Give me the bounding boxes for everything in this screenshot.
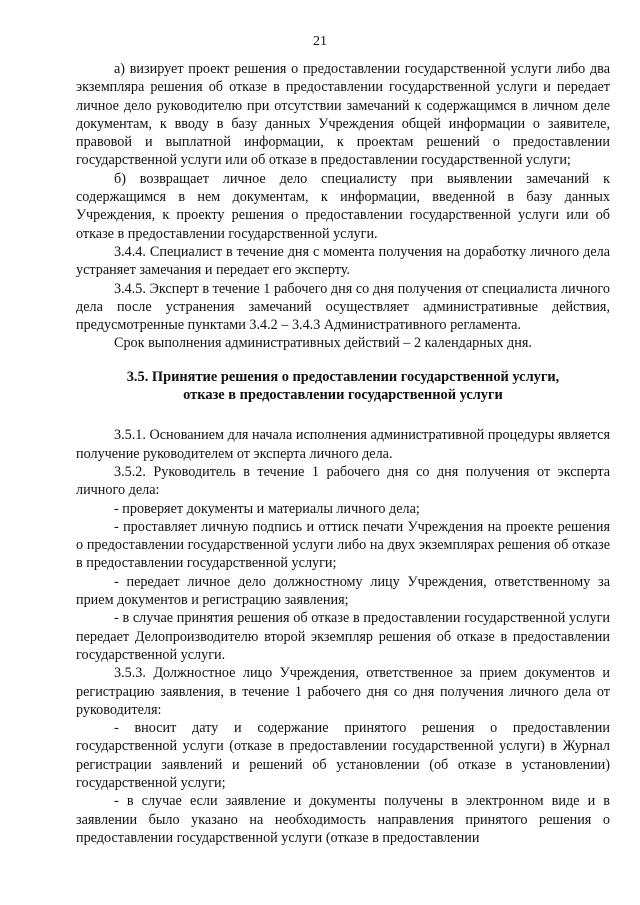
section-heading bbox=[76, 368, 610, 405]
list-item-refusal-copy: - в случае принятия решения об отказе в предоставлении государственной услуги передает Делопроизводителю второй экземпляр решения об отказе в предоставлении государственной услуги. bbox=[76, 610, 610, 663]
list-item-transfer-file: - передает личное дело должностному лицу Учреждения, ответственному за прием документов и регистрацию заявления; bbox=[76, 573, 610, 609]
document-body bbox=[76, 60, 610, 847]
paragraph-3-4-5: 3.4.5. Эксперт в течение 1 рабочего дня со дня получения от специалиста личного дела после устранения замечаний осуществляет административные действия, предусмотренные пунктами 3.4.2 – 3.4.3 Административного регламента. bbox=[76, 280, 610, 334]
section-heading-line-2: отказе в предоставлении государственной услуги bbox=[183, 387, 503, 404]
list-item-check-documents: - проверяет документы и материалы личного дела; bbox=[114, 500, 420, 517]
paragraph-3-5-3: 3.5.3. Должностное лицо Учреждения, ответственное за прием документов и регистрацию заявления, в течение 1 рабочего дня со дня получения личного дела от руководителя: bbox=[76, 665, 610, 718]
page-number: 21 bbox=[313, 34, 327, 49]
list-item-journal-entry: - вносит дату и содержание принятого решения о предоставлении государственной услуги (отказе в предоставлении государственной услуги) в Журнал регистрации заявлений и решений об установлении (об отказе в установлении) государственной услуги; bbox=[76, 720, 610, 791]
paragraph-3-5-1: 3.5.1. Основанием для начала исполнения административной процедуры является получение руководителем от эксперта личного дела. bbox=[76, 427, 610, 462]
section-heading-line-1: 3.5. Принятие решения о предоставлении государственной услуги, bbox=[126, 368, 560, 385]
paragraph-a: а) визирует проект решения о предоставлении государственной услуги либо два экземпляра решения об отказе в предоставлении государственной услуги и передает личное дело руководителю при отсутствии замечаний к содержащимся в личном деле документам, к вводу в базу данных Учреждения общей информации о заявителе, правовой и выплатной информации, к проектам решений о предоставлении государственной услуги или об отказе в предоставлении государственной услуги; bbox=[76, 61, 610, 169]
list-item-sign-and-stamp: - проставляет личную подпись и оттиск печати Учреждения на проекте решения о предоставлении государственной услуги либо на двух экземплярах решения об отказе в предоставлении государственной услуги; bbox=[76, 518, 610, 572]
paragraph-3-5-2: 3.5.2. Руководитель в течение 1 рабочего дня со дня получения от эксперта личного дела: bbox=[76, 463, 610, 499]
paragraph-3-4-4: 3.4.4. Специалист в течение дня с момента получения на доработку личного дела устраняет замечания и передает его эксперту. bbox=[76, 243, 610, 279]
paragraph-b: б) возвращает личное дело специалисту при выявлении замечаний к содержащимся в нем документам, к информации, введенной в базу данных Учреждения, к проекту решения о предоставлении государственной услуги или об отказе в предоставлении государственной услуги. bbox=[76, 170, 610, 242]
list-item-electronic-notice: - в случае если заявление и документы получены в электронном виде и в заявлении было указано на необходимость направления принятого решения о предоставлении государственной услуги (отказе в предоставлении bbox=[76, 793, 610, 846]
paragraph-deadline: Срок выполнения административных действий – 2 календарных дня. bbox=[114, 335, 532, 352]
